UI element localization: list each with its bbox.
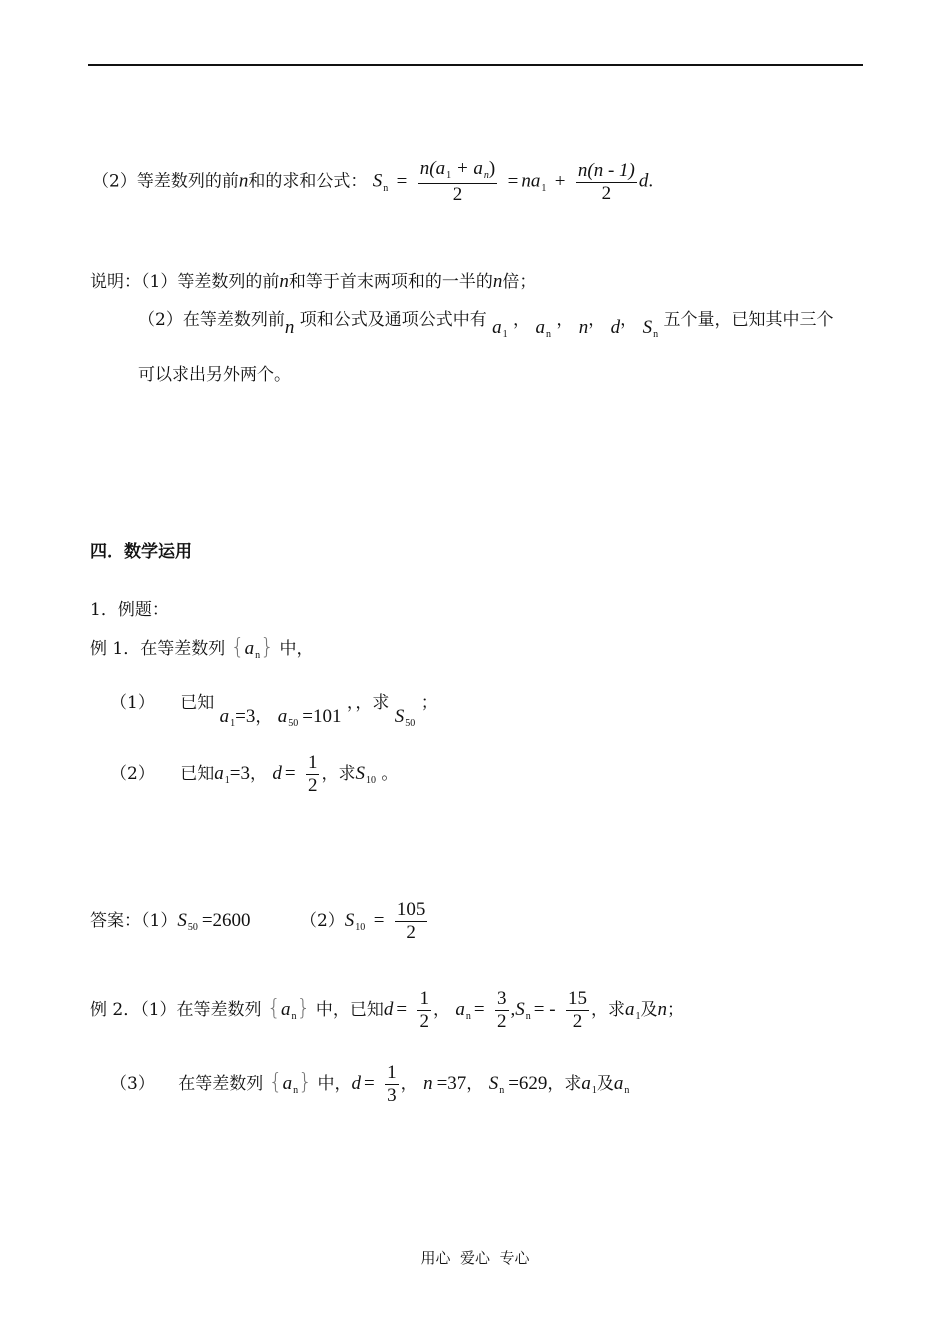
text: ， [249,764,267,784]
math-sub: 1 [541,182,547,194]
math-var: a [492,317,502,338]
math-op: = [364,1073,375,1094]
math-sub: n [255,650,261,661]
math-var: n [284,317,295,338]
math-sub: n [291,1011,297,1022]
math-sub: 10 [355,922,366,933]
math-op: = [373,910,385,931]
fraction-numerator: 1 [307,752,318,773]
example-2-part-1 [90,988,684,1033]
fraction-numerator [576,160,637,183]
text: （2） [110,764,155,784]
math-var: S [642,317,653,338]
text: （2） [299,911,345,931]
math-sub: n [383,182,389,194]
text: ； [666,1000,684,1020]
math-text: , [510,999,516,1020]
text: 已知 [180,693,215,713]
math-op: = [396,999,408,1020]
brace-left-icon: { [268,1070,283,1095]
math-var: a [282,1073,293,1094]
math-sub: n [499,1085,505,1096]
fraction-numerator: 15 [567,988,587,1009]
math-op: = [396,170,408,192]
math-var: a [535,317,545,338]
math-var: a [244,638,255,659]
math-text: n(a [419,158,446,179]
text: ，求 [547,1074,582,1094]
text: 及 [596,1074,614,1094]
note-line-1 [90,272,536,291]
math-text: =629 [508,1073,548,1094]
math-var: d [610,317,621,338]
text: 和等于首末两项和的一半的 [288,272,493,292]
math-op: = [507,170,519,192]
text: （2）等差数列的前 [92,171,239,192]
brace-left-icon: { [266,996,281,1021]
fraction-numerator: 3 [497,988,507,1009]
math-var: n [238,170,249,192]
brace-right-icon: } [260,635,275,660]
math-sub: n [465,1011,471,1022]
text: 已知 [180,764,215,784]
text: 项和公式及通项公式中有 [299,310,487,330]
text: 和的求和公式： [248,171,368,192]
fraction [418,158,497,206]
math-text: . [648,170,654,192]
text: 在等差数列 [178,1074,264,1094]
math-var: S [488,1073,499,1094]
math-var: n [657,999,667,1020]
math-text: ) [488,158,496,179]
text: ， [588,310,606,330]
fraction [417,988,431,1033]
text: 中， [317,1074,352,1094]
math-sub: 50 [288,718,299,729]
text: 例 1．在等差数列 [90,639,226,659]
page-footer: 用心 爱心 专心 [420,1249,530,1267]
text: ， [432,1000,450,1020]
text: 及 [640,1000,658,1020]
math-var: d [351,1073,362,1094]
math-sub: n [483,170,489,181]
math-op: = [284,763,296,784]
text: 例 2．（1）在等差数列 [90,1000,262,1020]
fraction-numerator: 1 [387,1062,397,1083]
math-var: na [521,170,541,192]
math-text: n(n - 1) [577,159,635,181]
section-title: 四．数学运用 [90,542,192,562]
text: ， [400,1074,418,1094]
math-var: a [219,706,230,727]
fraction-denominator: 2 [406,922,416,943]
math-sub: n [525,1011,531,1022]
math-sub: 10 [365,775,376,786]
fraction-denominator: 2 [307,775,318,796]
math-var: a [624,999,635,1020]
fraction-denominator: 2 [452,184,463,205]
math-text: =37 [436,1073,467,1094]
note-line-3 [138,367,291,384]
fraction [306,752,320,797]
math-var: a [455,999,465,1020]
text: 五个量，已知其中三个 [663,310,834,330]
fraction-numerator: 105 [396,899,426,920]
brace-left-icon: { [230,635,245,660]
fraction-numerator: 1 [419,988,429,1009]
sum-formula-line [92,158,653,206]
math-var: a [214,763,224,784]
text: ； [420,693,438,713]
fraction-denominator: 2 [601,182,612,204]
fraction [395,899,428,944]
text: ， [513,310,531,330]
math-var: d [383,999,394,1020]
fraction [566,988,589,1033]
note-line-2 [138,310,834,340]
math-var: S [515,999,525,1020]
text: 中，已知 [315,1000,384,1020]
answer-line [90,899,429,944]
math-sub: n [624,1085,630,1096]
math-sub: 1 [635,1011,641,1022]
math-sub: 1 [230,718,236,729]
math-var: d [272,763,282,784]
math-op: = [473,999,485,1020]
math-var: n [423,1073,433,1094]
text: 。 [381,764,399,784]
math-text: =3 [235,706,256,727]
math-var: n [578,317,589,338]
fraction [495,988,509,1033]
math-op: + [554,170,566,192]
example-1-intro [90,637,314,659]
math-text: =3 [229,763,250,784]
fraction-denominator: 2 [419,1011,429,1032]
math-sub: 1 [591,1085,597,1096]
text: ，求 [321,764,356,784]
math-var: a [280,999,291,1020]
text: （2）在等差数列前 [138,310,285,330]
fraction-denominator: 3 [387,1085,397,1106]
math-var: a [277,706,288,727]
fraction-numerator [418,158,497,184]
math-var: n [492,271,503,292]
math-var: S [355,763,365,784]
math-var: n [279,271,289,292]
text: 说明：（1）等差数列的前 [90,272,280,292]
examples-label: 1．例题： [90,600,169,620]
fraction-denominator: 2 [572,1011,583,1032]
text: ， [556,310,574,330]
math-sub: 50 [187,922,198,933]
math-sub: n [545,329,551,340]
math-sub: 1 [446,170,452,181]
text: ， [620,310,638,330]
math-var: a [613,1073,624,1094]
math-var: S [344,910,355,931]
math-sub: n [293,1085,299,1096]
math-text: =101 [302,706,342,727]
math-sub: 1 [502,329,508,340]
math-sub: 1 [224,775,230,786]
text: ，求 [590,1000,625,1020]
header-rule [88,64,863,66]
math-var: S [177,910,187,931]
fraction-denominator: 2 [497,1011,507,1032]
brace-right-icon: } [296,996,311,1021]
text: 可以求出另外两个。 [138,365,291,385]
text: 中， [279,639,314,659]
text: （1） [110,693,155,713]
brace-right-icon: } [298,1070,313,1095]
math-var: d [638,170,649,192]
math-sub: n [653,329,659,340]
text: ，，求 [346,693,390,713]
text: 答案：（1） [90,911,178,931]
math-var: S [394,706,405,727]
text: 倍； [502,272,537,292]
text: ， [255,707,273,727]
math-op: = - [533,999,556,1020]
math-var: S [372,170,383,192]
example-1-part-1 [110,693,438,729]
text: （3） [110,1074,155,1094]
fraction [576,160,637,205]
example-1-part-2 [110,752,398,797]
example-2-part-3 [110,1062,629,1107]
text: ， [466,1074,484,1094]
math-text: + a [451,158,483,179]
math-var: a [581,1073,591,1094]
math-sub: 50 [405,718,416,729]
math-text: =2600 [201,910,251,931]
fraction [385,1062,399,1107]
